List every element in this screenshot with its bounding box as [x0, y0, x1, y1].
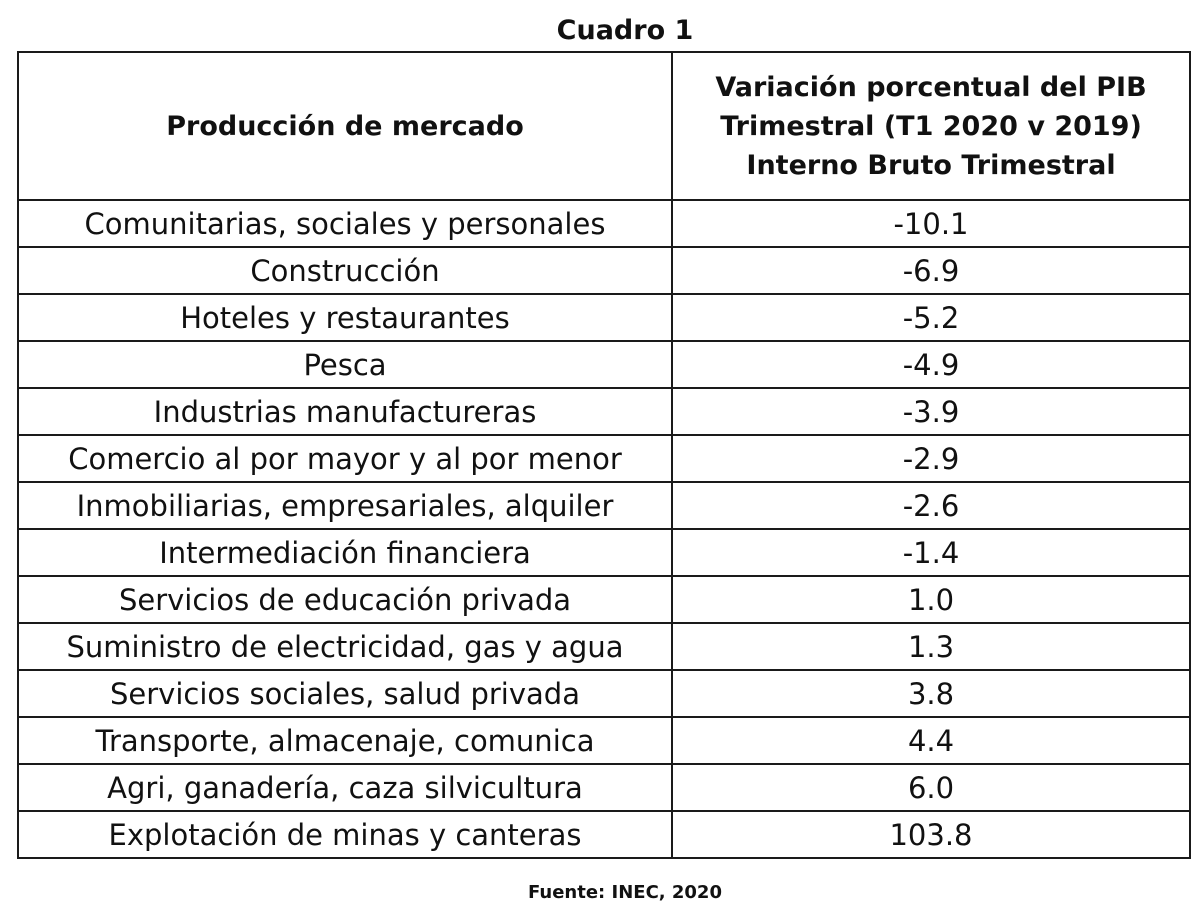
table-row [18, 670, 1190, 717]
source-note: Fuente: INEC, 2020 [528, 882, 722, 903]
table-row [18, 247, 1190, 294]
table-row [18, 482, 1190, 529]
value-cell: -2.9 [672, 435, 1190, 482]
value-cell: 4.4 [672, 717, 1190, 764]
table-row [18, 435, 1190, 482]
sector-cell: Inmobiliarias, empresariales, alquiler [18, 482, 672, 529]
table-header [18, 52, 1190, 200]
sector-cell: Construcción [18, 247, 672, 294]
table-caption [0, 12, 1200, 50]
sector-cell: Suministro de electricidad, gas y agua [18, 623, 672, 670]
table-row [18, 294, 1190, 341]
value-cell: -2.6 [672, 482, 1190, 529]
sector-cell: Transporte, almacenaje, comunica [18, 717, 672, 764]
value-cell: -10.1 [672, 200, 1190, 247]
value-cell: 103.8 [672, 811, 1190, 858]
sector-cell: Servicios de educación privada [18, 576, 672, 623]
table-body [18, 200, 1190, 858]
sector-cell: Agri, ganadería, caza silvicultura [18, 764, 672, 811]
value-cell: 3.8 [672, 670, 1190, 717]
table-row [18, 623, 1190, 670]
value-cell: -4.9 [672, 341, 1190, 388]
gdp-variation-table [17, 51, 1191, 859]
table-row [18, 341, 1190, 388]
header-gdp-variation-line: Interno Bruto Trimestral [746, 149, 1116, 181]
value-cell: -3.9 [672, 388, 1190, 435]
table-row [18, 388, 1190, 435]
value-cell: 6.0 [672, 764, 1190, 811]
header-gdp-variation-line: Trimestral (T1 2020 v 2019) [720, 110, 1142, 142]
sector-cell: Comercio al por mayor y al por menor [18, 435, 672, 482]
header-market-production: Producción de mercado [18, 52, 672, 200]
table-row [18, 811, 1190, 858]
value-cell: -5.2 [672, 294, 1190, 341]
table-row [18, 529, 1190, 576]
sector-cell: Industrias manufactureras [18, 388, 672, 435]
sector-cell: Pesca [18, 341, 672, 388]
table-caption-text: Cuadro 1 [556, 15, 694, 46]
value-cell: -1.4 [672, 529, 1190, 576]
table-row [18, 717, 1190, 764]
table-row [18, 764, 1190, 811]
sector-cell: Servicios sociales, salud privada [18, 670, 672, 717]
table-row [18, 576, 1190, 623]
sector-cell: Hoteles y restaurantes [18, 294, 672, 341]
header-row [18, 52, 1190, 200]
value-cell: -6.9 [672, 247, 1190, 294]
header-gdp-variation-line: Variación porcentual del PIB [715, 71, 1147, 103]
value-cell: 1.3 [672, 623, 1190, 670]
table-row [18, 200, 1190, 247]
header-gdp-variation [672, 52, 1190, 200]
value-cell: 1.0 [672, 576, 1190, 623]
sector-cell: Comunitarias, sociales y personales [18, 200, 672, 247]
sector-cell: Explotación de minas y canteras [18, 811, 672, 858]
sector-cell: Intermediación financiera [18, 529, 672, 576]
